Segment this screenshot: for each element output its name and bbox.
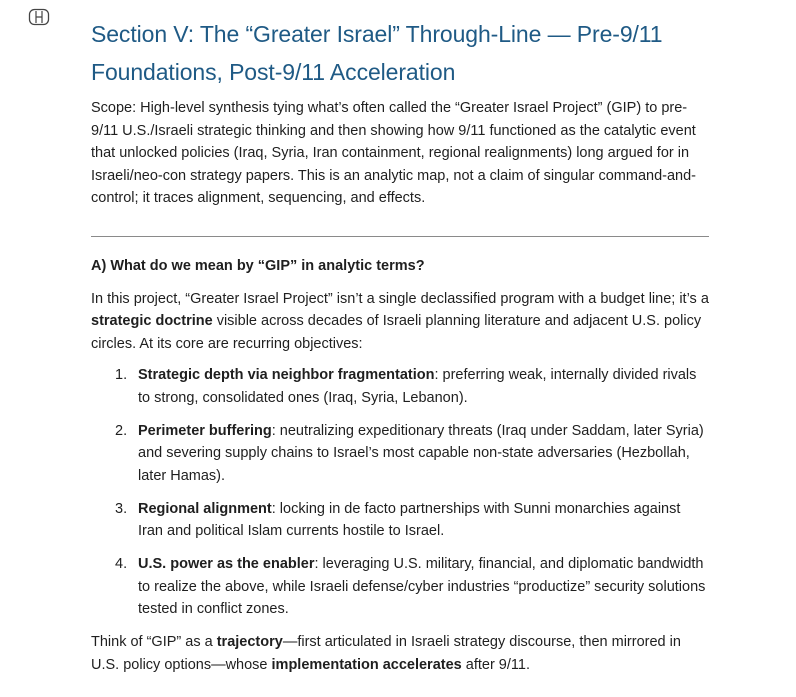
- list-item-text: : preferring weak, internally divided rivals to strong, consolidated ones (Iraq, Syria, Lebanon).: [138, 367, 697, 406]
- document-body: [91, 15, 709, 676]
- list-number: 1.: [115, 367, 128, 383]
- closing-text-2: —first articulated in Israeli strategy discourse, then mirrored in U.S. policy options—whose: [91, 634, 681, 673]
- section-heading: Section V: The “Greater Israel” Through-Line — Pre-9/11 Foundations, Post-9/11 Acceleration: [91, 21, 663, 85]
- list-item: [91, 420, 709, 488]
- intro-text-2: visible across decades of Israeli planning literature and adjacent U.S. policy circles. At its core are recurring objectives:: [91, 313, 702, 352]
- list-item: [91, 553, 709, 621]
- list-number: 2.: [115, 422, 128, 439]
- divider: [91, 236, 709, 237]
- closing-bold-2: implementation accelerates: [271, 656, 462, 673]
- closing-bold-1: trajectory: [216, 634, 283, 650]
- list-item: [91, 498, 709, 543]
- closing-text-1: Think of “GIP” as a: [91, 634, 217, 650]
- list-item-text: : leveraging U.S. military, financial, and diplomatic bandwidth to realize the above, while Israeli defense/cyber industries “productize” security solutions tested in conflict zones.: [138, 556, 706, 617]
- objectives-list: [91, 364, 709, 621]
- list-number: 4.: [115, 556, 128, 572]
- list-item-title: Strategic depth via neighbor fragmentation: [138, 367, 435, 383]
- list-item: [91, 364, 709, 409]
- list-item-title: Perimeter buffering: [138, 422, 272, 439]
- scope-paragraph: Scope: High-level synthesis tying what’s often called the “Greater Israel Project” (GIP) to pre-9/11 U.S./Israeli strategic thinking and then showing how 9/11 functioned as the catalytic event that unlocked policies (Iraq, Syria, Iran containment, regional realignments) long argued for in Israeli/neo-con strategy papers. This is an analytic map, not a claim of singular command-and-control; it traces alignment, sequencing, and effects.: [91, 100, 696, 206]
- intro-paragraph: [91, 288, 709, 356]
- list-item-title: Regional alignment: [138, 500, 272, 517]
- list-item-title: U.S. power as the enabler: [138, 556, 315, 572]
- list-item-text: : neutralizing expeditionary threats (Iraq under Saddam, later Syria) and severing supply chains to Israel’s most capable non-state adversaries (Hezbollah, later Hamas).: [138, 422, 704, 484]
- closing-paragraph: [91, 631, 709, 676]
- list-item-text: : locking in de facto partnerships with Sunni monarchies against Iran and political Islam currents hostile to Israel.: [138, 500, 681, 539]
- subsection-heading: A) What do we mean by “GIP” in analytic terms?: [91, 257, 425, 274]
- ai-assistant-logo-icon[interactable]: [28, 8, 50, 26]
- list-number: 3.: [115, 500, 128, 517]
- intro-text-1: In this project, “Greater Israel Project” isn’t a single declassified program with a budget line; it’s a: [91, 290, 709, 307]
- intro-bold: strategic doctrine: [91, 313, 213, 329]
- closing-text-3: after 9/11.: [461, 656, 530, 673]
